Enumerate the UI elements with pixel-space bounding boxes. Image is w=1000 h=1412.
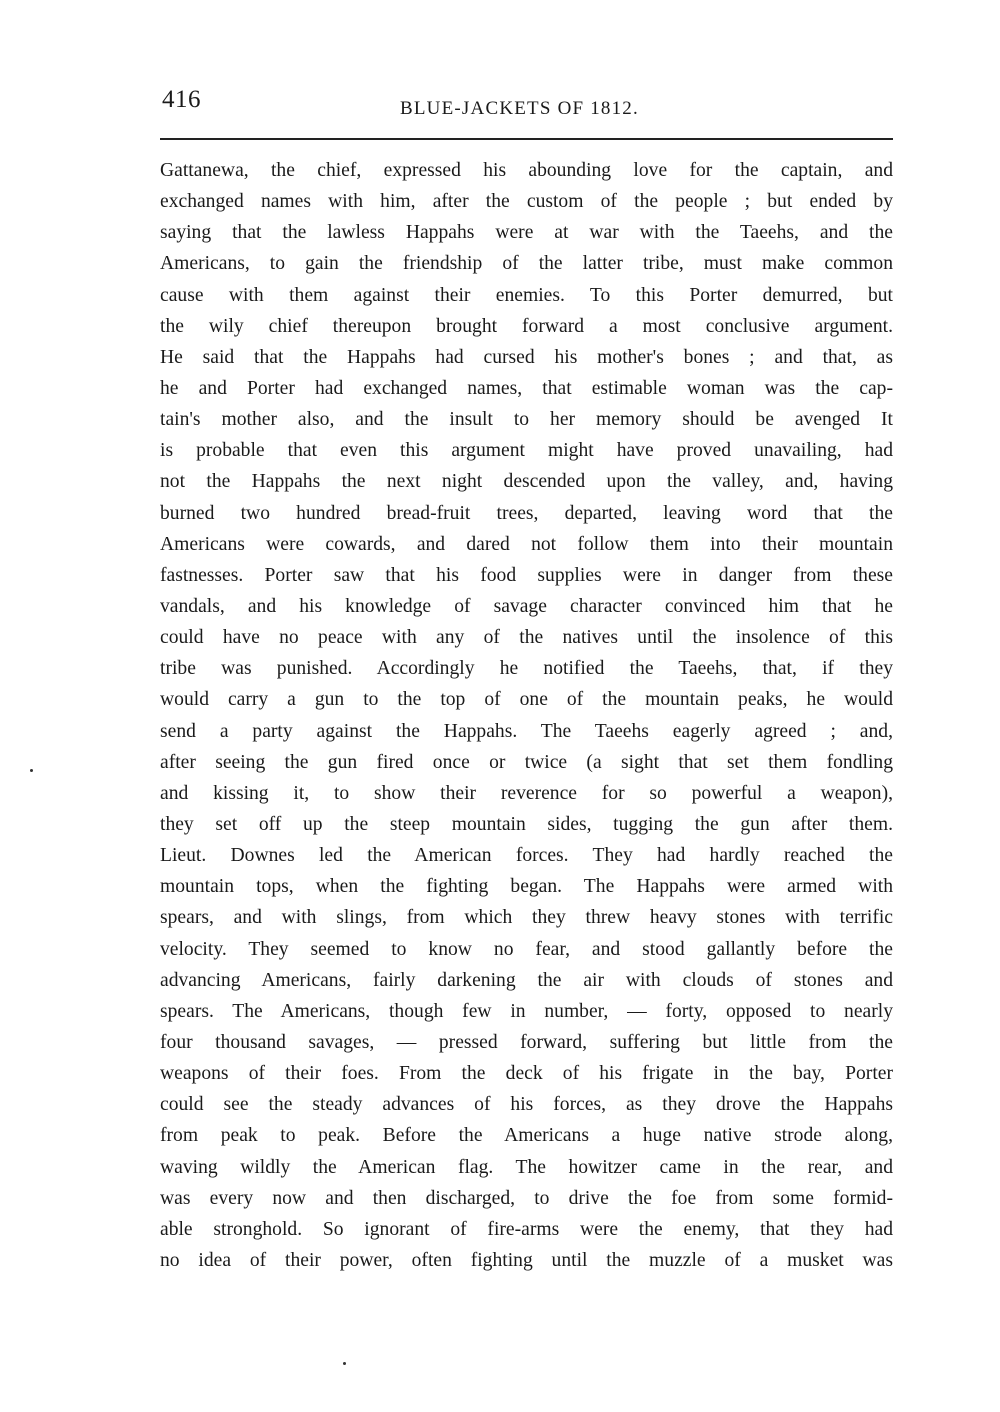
text-line: spears, and with slings, from which they threw heavy stones with terrific xyxy=(160,907,893,929)
text-line: mountain tops, when the fighting began. The Happahs were armed with xyxy=(160,876,893,898)
text-line: velocity. They seemed to know no fear, and stood gallantly before the xyxy=(160,938,893,960)
text-line: could see the steady advances of his forces, as they drove the Happahs xyxy=(160,1094,893,1116)
text-line: tribe was punished. Accordingly he notified the Taeehs, that, if they xyxy=(160,658,893,680)
text-line: was every now and then discharged, to drive the foe from some formid- xyxy=(160,1187,893,1209)
text-line: weapons of their foes. From the deck of his frigate in the bay, Porter xyxy=(160,1063,893,1085)
text-line: cause with them against their enemies. To this Porter demurred, but xyxy=(160,284,893,306)
text-line: exchanged names with him, after the custom of the people ; but ended by xyxy=(160,191,893,213)
body-text xyxy=(160,155,893,1276)
text-line: He said that the Happahs had cursed his mother's bones ; and that, as xyxy=(160,346,893,368)
text-line: not the Happahs the next night descended upon the valley, and, having xyxy=(160,471,893,493)
text-line: Americans, to gain the friendship of the latter tribe, must make common xyxy=(160,253,893,275)
text-line: able stronghold. So ignorant of fire-arms were the enemy, that they had xyxy=(160,1218,893,1240)
text-line: advancing Americans, fairly darkening the air with clouds of stones and xyxy=(160,969,893,991)
text-line: no idea of their power, often fighting until the muzzle of a musket was xyxy=(160,1249,893,1271)
text-line: Lieut. Downes led the American forces. They had hardly reached the xyxy=(160,845,893,867)
text-line: send a party against the Happahs. The Taeehs eagerly agreed ; and, xyxy=(160,720,893,742)
text-line: from peak to peak. Before the Americans a huge native strode along, xyxy=(160,1125,893,1147)
header-rule xyxy=(160,138,893,140)
text-line: waving wildly the American flag. The howitzer came in the rear, and xyxy=(160,1156,893,1178)
text-line: four thousand savages, — pressed forward, suffering but little from the xyxy=(160,1031,893,1053)
text-line: the wily chief thereupon brought forward a most conclusive argument. xyxy=(160,315,893,337)
stray-dot-bottom xyxy=(343,1362,346,1365)
text-line: spears. The Americans, though few in number, — forty, opposed to nearly xyxy=(160,1000,893,1022)
text-line: would carry a gun to the top of one of the mountain peaks, he would xyxy=(160,689,893,711)
running-head: BLUE-JACKETS OF 1812. xyxy=(400,98,639,119)
text-line: tain's mother also, and the insult to her memory should be avenged It xyxy=(160,409,893,431)
text-line: he and Porter had exchanged names, that estimable woman was the cap- xyxy=(160,377,893,399)
text-line: and kissing it, to show their reverence for so powerful a weapon), xyxy=(160,782,893,804)
text-line: Americans were cowards, and dared not follow them into their mountain xyxy=(160,533,893,555)
stray-dot-left xyxy=(30,769,33,772)
text-line: saying that the lawless Happahs were at war with the Taeehs, and the xyxy=(160,222,893,244)
text-line: could have no peace with any of the natives until the insolence of this xyxy=(160,627,893,649)
text-line: is probable that even this argument might have proved unavailing, had xyxy=(160,440,893,462)
text-line: they set off up the steep mountain sides, tugging the gun after them. xyxy=(160,813,893,835)
text-line: burned two hundred bread-fruit trees, departed, leaving word that the xyxy=(160,502,893,524)
text-line: fastnesses. Porter saw that his food supplies were in danger from these xyxy=(160,564,893,586)
page-number: 416 xyxy=(162,86,201,113)
text-line: vandals, and his knowledge of savage character convinced him that he xyxy=(160,595,893,617)
text-line: Gattanewa, the chief, expressed his abounding love for the captain, and xyxy=(160,160,893,181)
text-line: after seeing the gun fired once or twice (a sight that set them fondling xyxy=(160,751,893,773)
